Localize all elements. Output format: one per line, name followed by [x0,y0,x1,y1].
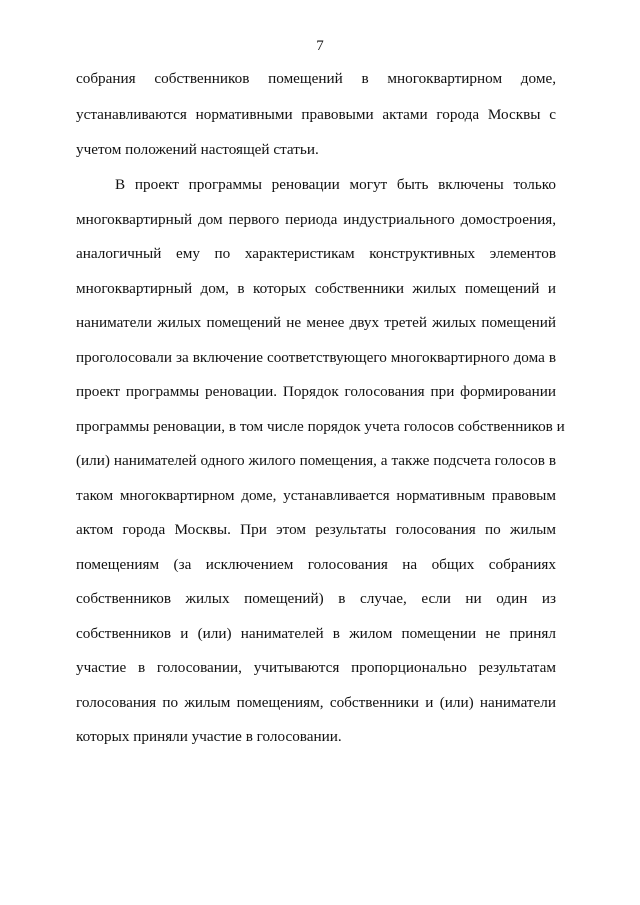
text-line: актом города Москвы. При этом результаты голосования по жилым [76,521,556,538]
text-line: собрания собственников помещений в многоквартирном доме, [76,70,556,87]
page-number: 7 [316,38,324,54]
text-line: учетом положений настоящей статьи. [76,141,319,158]
text-line: собственников жилых помещений) в случае, если ни один из [76,590,556,607]
text-line: участие в голосовании, учитываются пропорционально результатам [76,659,556,676]
text-line: проект программы реновации. Порядок голосования при формировании [76,383,556,400]
text-line: устанавливаются нормативными правовыми актами города Москвы с [76,106,556,123]
text-line: проголосовали за включение соответствующего многоквартирного дома в [76,349,556,366]
text-line: голосования по жилым помещениям, собственники и (или) наниматели [76,694,556,711]
text-line: многоквартирный дом первого периода индустриального домостроения, [76,211,556,228]
text-line: таком многоквартирном доме, устанавливается нормативным правовым [76,487,556,504]
text-line: многоквартирный дом, в которых собственники жилых помещений и [76,280,556,297]
text-line: программы реновации, в том числе порядок учета голосов собственников и [76,418,565,435]
text-line: (или) нанимателей одного жилого помещения, а также подсчета голосов в [76,452,556,469]
text-line: которых приняли участие в голосовании. [76,728,342,745]
paragraph-first-line: В проект программы реновации могут быть включены только [115,176,556,193]
text-line: аналогичный ему по характеристикам конструктивных элементов [76,245,556,262]
text-line: наниматели жилых помещений не менее двух третей жилых помещений [76,314,556,331]
text-line: собственников и (или) нанимателей в жилом помещении не принял [76,625,556,642]
text-line: помещениям (за исключением голосования на общих собраниях [76,556,556,573]
